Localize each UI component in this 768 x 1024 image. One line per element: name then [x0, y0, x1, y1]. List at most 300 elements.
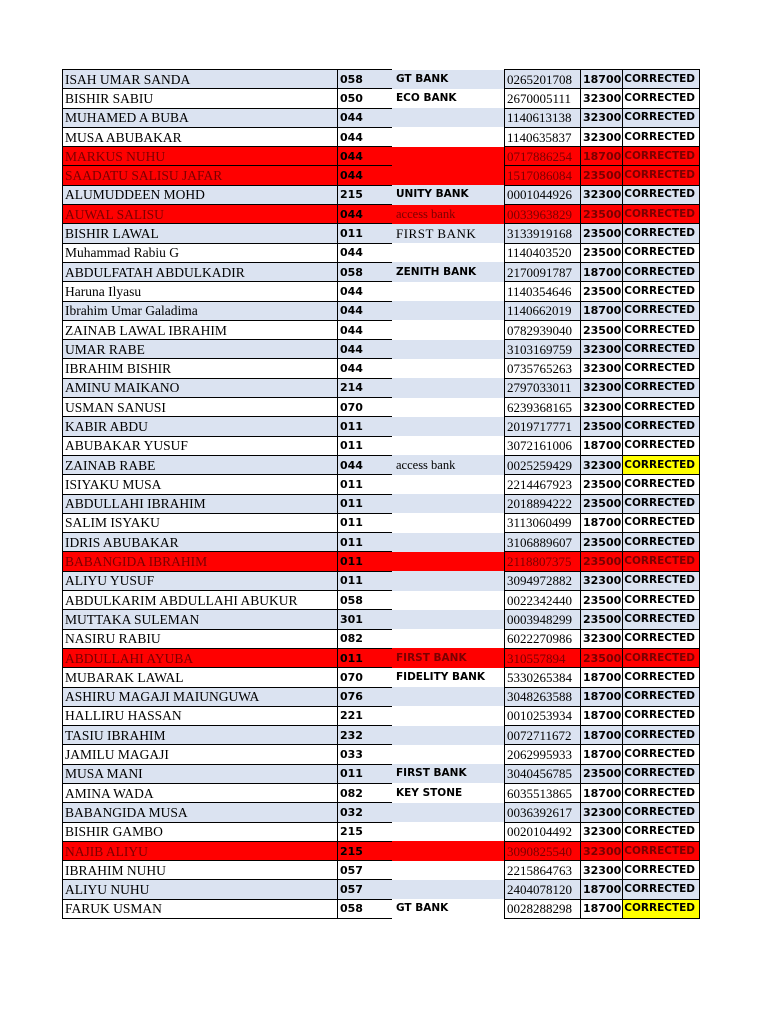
amount: 18700 [581, 687, 623, 706]
status-cell: CORRECTED [623, 861, 700, 880]
status-cell: CORRECTED [623, 533, 700, 552]
status-cell: CORRECTED [623, 359, 700, 378]
status-cell: CORRECTED [623, 629, 700, 648]
account-number: 2118807375 [505, 552, 581, 571]
status-cell: CORRECTED [623, 243, 700, 262]
bank-name [392, 340, 505, 359]
beneficiary-name: MUSA ABUBAKAR [63, 127, 338, 146]
bank-name: GT BANK [392, 899, 505, 918]
bank-name [392, 841, 505, 860]
beneficiary-name: ABDULKARIM ABDULLAHI ABUKUR [63, 591, 338, 610]
amount: 23500 [581, 282, 623, 301]
table-row [63, 398, 700, 417]
bank-code: 050 [338, 89, 393, 108]
table-row [63, 89, 700, 108]
table-row [63, 803, 700, 822]
status-cell: CORRECTED [623, 513, 700, 532]
bank-code: 011 [338, 552, 393, 571]
table-row [63, 455, 700, 474]
table-row [63, 147, 700, 166]
beneficiary-name: ABDULLAHI AYUBA [63, 648, 338, 667]
status-cell: CORRECTED [623, 803, 700, 822]
bank-code: 214 [338, 378, 393, 397]
bank-code: 215 [338, 841, 393, 860]
table-row [63, 571, 700, 590]
table-row [63, 475, 700, 494]
table-row [63, 687, 700, 706]
beneficiary-name: IBRAHIM BISHIR [63, 359, 338, 378]
status-cell: CORRECTED [623, 282, 700, 301]
account-number: 2018894222 [505, 494, 581, 513]
status-cell: CORRECTED [623, 455, 700, 474]
bank-code: 058 [338, 262, 393, 281]
amount: 32300 [581, 340, 623, 359]
beneficiary-name: KABIR ABDU [63, 417, 338, 436]
bank-name [392, 745, 505, 764]
bank-name [392, 533, 505, 552]
table-row [63, 243, 700, 262]
status-cell: CORRECTED [623, 610, 700, 629]
bank-code: 044 [338, 147, 393, 166]
amount: 18700 [581, 147, 623, 166]
table-row [63, 764, 700, 783]
account-number: 2019717771 [505, 417, 581, 436]
status-cell: CORRECTED [623, 398, 700, 417]
table-row [63, 610, 700, 629]
table-row [63, 726, 700, 745]
bank-code: 057 [338, 880, 393, 899]
amount: 18700 [581, 513, 623, 532]
payment-table [62, 69, 700, 919]
bank-name [392, 243, 505, 262]
bank-code: 301 [338, 610, 393, 629]
bank-name: FIRST BANK [392, 224, 505, 243]
amount: 23500 [581, 205, 623, 224]
beneficiary-name: BISHIR SABIU [63, 89, 338, 108]
account-number: 2404078120 [505, 880, 581, 899]
bank-name [392, 861, 505, 880]
status-cell: CORRECTED [623, 706, 700, 725]
status-cell: CORRECTED [623, 822, 700, 841]
account-number: 2214467923 [505, 475, 581, 494]
account-number: 1517086084 [505, 166, 581, 185]
table-row [63, 648, 700, 667]
amount: 32300 [581, 108, 623, 127]
table-row [63, 301, 700, 320]
account-number: 2062995933 [505, 745, 581, 764]
status-cell: CORRECTED [623, 340, 700, 359]
amount: 18700 [581, 70, 623, 89]
bank-name [392, 513, 505, 532]
table-row [63, 783, 700, 802]
account-number: 3090825540 [505, 841, 581, 860]
amount: 32300 [581, 378, 623, 397]
table-row [63, 205, 700, 224]
beneficiary-name: UMAR RABE [63, 340, 338, 359]
beneficiary-name: ABDULFATAH ABDULKADIR [63, 262, 338, 281]
table-row [63, 706, 700, 725]
bank-code: 057 [338, 861, 393, 880]
amount: 32300 [581, 822, 623, 841]
bank-code: 011 [338, 764, 393, 783]
beneficiary-name: SAADATU SALISU JAFAR [63, 166, 338, 185]
amount: 32300 [581, 185, 623, 204]
amount: 32300 [581, 861, 623, 880]
bank-name: KEY STONE [392, 783, 505, 802]
beneficiary-name: MUTTAKA SULEMAN [63, 610, 338, 629]
account-number: 6239368165 [505, 398, 581, 417]
bank-code: 011 [338, 494, 393, 513]
table-row [63, 359, 700, 378]
account-number: 0717886254 [505, 147, 581, 166]
beneficiary-name: ISAH UMAR SANDA [63, 70, 338, 89]
table-row [63, 378, 700, 397]
status-cell: CORRECTED [623, 417, 700, 436]
amount: 18700 [581, 899, 623, 918]
table-row [63, 668, 700, 687]
table-row [63, 861, 700, 880]
bank-name [392, 166, 505, 185]
table-row [63, 494, 700, 513]
status-cell: CORRECTED [623, 205, 700, 224]
beneficiary-name: Muhammad Rabiu G [63, 243, 338, 262]
bank-name: access bank [392, 455, 505, 474]
table-row [63, 822, 700, 841]
account-number: 6035513865 [505, 783, 581, 802]
table-row [63, 880, 700, 899]
bank-name [392, 726, 505, 745]
bank-name [392, 108, 505, 127]
beneficiary-name: USMAN SANUSI [63, 398, 338, 417]
amount: 18700 [581, 745, 623, 764]
account-number: 3048263588 [505, 687, 581, 706]
bank-name [392, 803, 505, 822]
table-row [63, 224, 700, 243]
bank-code: 044 [338, 282, 393, 301]
bank-code: 232 [338, 726, 393, 745]
status-cell: CORRECTED [623, 591, 700, 610]
bank-code: 011 [338, 571, 393, 590]
beneficiary-name: MUBARAK LAWAL [63, 668, 338, 687]
account-number: 0782939040 [505, 320, 581, 339]
bank-code: 011 [338, 533, 393, 552]
amount: 18700 [581, 706, 623, 725]
account-number: 5330265384 [505, 668, 581, 687]
beneficiary-name: AUWAL SALISU [63, 205, 338, 224]
status-cell: CORRECTED [623, 552, 700, 571]
status-cell: CORRECTED [623, 166, 700, 185]
account-number: 2797033011 [505, 378, 581, 397]
account-number: 1140613138 [505, 108, 581, 127]
beneficiary-name: ZAINAB RABE [63, 455, 338, 474]
bank-name [392, 417, 505, 436]
bank-code: 044 [338, 320, 393, 339]
bank-code: 011 [338, 436, 393, 455]
bank-code: 058 [338, 591, 393, 610]
amount: 32300 [581, 803, 623, 822]
status-cell: CORRECTED [623, 262, 700, 281]
bank-name [392, 436, 505, 455]
beneficiary-name: BABANGIDA MUSA [63, 803, 338, 822]
bank-code: 044 [338, 243, 393, 262]
table-row [63, 166, 700, 185]
bank-code: 044 [338, 127, 393, 146]
beneficiary-name: ZAINAB LAWAL IBRAHIM [63, 320, 338, 339]
account-number: 0010253934 [505, 706, 581, 725]
amount: 23500 [581, 610, 623, 629]
amount: 18700 [581, 880, 623, 899]
bank-name [392, 282, 505, 301]
bank-name [392, 552, 505, 571]
amount: 23500 [581, 764, 623, 783]
amount: 23500 [581, 166, 623, 185]
table-row [63, 533, 700, 552]
beneficiary-name: NAJIB ALIYU [63, 841, 338, 860]
table-row [63, 262, 700, 281]
beneficiary-name: FARUK USMAN [63, 899, 338, 918]
bank-code: 215 [338, 185, 393, 204]
amount: 32300 [581, 127, 623, 146]
bank-code: 044 [338, 166, 393, 185]
amount: 32300 [581, 89, 623, 108]
account-number: 0072711672 [505, 726, 581, 745]
bank-code: 058 [338, 899, 393, 918]
table-row [63, 70, 700, 89]
bank-code: 221 [338, 706, 393, 725]
account-number: 0020104492 [505, 822, 581, 841]
amount: 32300 [581, 398, 623, 417]
amount: 23500 [581, 591, 623, 610]
status-cell: CORRECTED [623, 127, 700, 146]
table-row [63, 629, 700, 648]
status-cell: CORRECTED [623, 475, 700, 494]
status-cell: CORRECTED [623, 668, 700, 687]
amount: 32300 [581, 455, 623, 474]
amount: 23500 [581, 648, 623, 667]
status-cell: CORRECTED [623, 687, 700, 706]
account-number: 0265201708 [505, 70, 581, 89]
bank-name [392, 398, 505, 417]
bank-code: 011 [338, 475, 393, 494]
table-row [63, 591, 700, 610]
bank-code: 011 [338, 513, 393, 532]
bank-name [392, 494, 505, 513]
beneficiary-name: MUSA MANI [63, 764, 338, 783]
account-number: 2170091787 [505, 262, 581, 281]
bank-name [392, 822, 505, 841]
account-number: 0003948299 [505, 610, 581, 629]
table-row [63, 841, 700, 860]
bank-code: 011 [338, 417, 393, 436]
bank-code: 044 [338, 301, 393, 320]
bank-code: 032 [338, 803, 393, 822]
amount: 32300 [581, 571, 623, 590]
bank-code: 011 [338, 224, 393, 243]
account-number: 3113060499 [505, 513, 581, 532]
amount: 18700 [581, 301, 623, 320]
bank-code: 011 [338, 648, 393, 667]
beneficiary-name: IBRAHIM NUHU [63, 861, 338, 880]
status-cell: CORRECTED [623, 301, 700, 320]
table-row [63, 127, 700, 146]
status-cell: CORRECTED [623, 436, 700, 455]
account-number: 310557894 [505, 648, 581, 667]
bank-code: 215 [338, 822, 393, 841]
beneficiary-name: MARKUS NUHU [63, 147, 338, 166]
bank-name: GT BANK [392, 70, 505, 89]
beneficiary-name: ALIYU YUSUF [63, 571, 338, 590]
amount: 18700 [581, 262, 623, 281]
beneficiary-name: AMINU MAIKANO [63, 378, 338, 397]
bank-code: 033 [338, 745, 393, 764]
bank-name: FIDELITY BANK [392, 668, 505, 687]
bank-name: UNITY BANK [392, 185, 505, 204]
status-cell: CORRECTED [623, 147, 700, 166]
table-row [63, 340, 700, 359]
bank-code: 082 [338, 629, 393, 648]
beneficiary-name: ALIYU NUHU [63, 880, 338, 899]
beneficiary-name: ALUMUDDEEN MOHD [63, 185, 338, 204]
bank-name: access bank [392, 205, 505, 224]
bank-code: 076 [338, 687, 393, 706]
bank-code: 044 [338, 205, 393, 224]
bank-name [392, 629, 505, 648]
account-number: 1140403520 [505, 243, 581, 262]
account-number: 3133919168 [505, 224, 581, 243]
table-row [63, 108, 700, 127]
account-number: 2215864763 [505, 861, 581, 880]
account-number: 6022270986 [505, 629, 581, 648]
amount: 23500 [581, 224, 623, 243]
bank-name [392, 475, 505, 494]
bank-name: FIRST BANK [392, 764, 505, 783]
status-cell: CORRECTED [623, 108, 700, 127]
amount: 32300 [581, 841, 623, 860]
account-number: 0033963829 [505, 205, 581, 224]
status-cell: CORRECTED [623, 648, 700, 667]
table-row [63, 745, 700, 764]
amount: 32300 [581, 629, 623, 648]
amount: 23500 [581, 533, 623, 552]
beneficiary-name: HALLIRU HASSAN [63, 706, 338, 725]
beneficiary-name: BISHIR GAMBO [63, 822, 338, 841]
amount: 23500 [581, 320, 623, 339]
bank-code: 044 [338, 359, 393, 378]
beneficiary-name: BISHIR LAWAL [63, 224, 338, 243]
bank-code: 044 [338, 455, 393, 474]
beneficiary-name: Haruna Ilyasu [63, 282, 338, 301]
bank-name [392, 591, 505, 610]
bank-code: 058 [338, 70, 393, 89]
status-cell: CORRECTED [623, 494, 700, 513]
table-row [63, 899, 700, 918]
account-number: 0735765263 [505, 359, 581, 378]
beneficiary-name: ABDULLAHI IBRAHIM [63, 494, 338, 513]
account-number: 3103169759 [505, 340, 581, 359]
account-number: 0001044926 [505, 185, 581, 204]
account-number: 0025259429 [505, 455, 581, 474]
amount: 23500 [581, 494, 623, 513]
bank-name [392, 378, 505, 397]
bank-name: FIRST BANK [392, 648, 505, 667]
beneficiary-name: SALIM ISYAKU [63, 513, 338, 532]
beneficiary-name: JAMILU MAGAJI [63, 745, 338, 764]
payment-table-body [63, 70, 700, 919]
amount: 23500 [581, 475, 623, 494]
beneficiary-name: AMINA WADA [63, 783, 338, 802]
account-number: 2670005111 [505, 89, 581, 108]
amount: 23500 [581, 417, 623, 436]
status-cell: CORRECTED [623, 378, 700, 397]
status-cell: CORRECTED [623, 70, 700, 89]
status-cell: CORRECTED [623, 224, 700, 243]
status-cell: CORRECTED [623, 764, 700, 783]
bank-code: 082 [338, 783, 393, 802]
bank-code: 044 [338, 340, 393, 359]
amount: 18700 [581, 668, 623, 687]
account-number: 3040456785 [505, 764, 581, 783]
bank-name [392, 706, 505, 725]
beneficiary-name: BABANGIDA IBRAHIM [63, 552, 338, 571]
account-number: 3072161006 [505, 436, 581, 455]
beneficiary-name: ABUBAKAR YUSUF [63, 436, 338, 455]
account-number: 1140635837 [505, 127, 581, 146]
status-cell: CORRECTED [623, 899, 700, 918]
bank-name [392, 571, 505, 590]
status-cell: CORRECTED [623, 320, 700, 339]
bank-name [392, 359, 505, 378]
account-number: 1140354646 [505, 282, 581, 301]
table-row [63, 436, 700, 455]
table-row [63, 513, 700, 532]
account-number: 3094972882 [505, 571, 581, 590]
beneficiary-name: IDRIS ABUBAKAR [63, 533, 338, 552]
amount: 32300 [581, 359, 623, 378]
amount: 23500 [581, 243, 623, 262]
table-row [63, 320, 700, 339]
bank-name [392, 301, 505, 320]
bank-name: ECO BANK [392, 89, 505, 108]
status-cell: CORRECTED [623, 783, 700, 802]
beneficiary-name: Ibrahim Umar Galadima [63, 301, 338, 320]
bank-name [392, 127, 505, 146]
table-row [63, 185, 700, 204]
amount: 23500 [581, 552, 623, 571]
beneficiary-name: ASHIRU MAGAJI MAIUNGUWA [63, 687, 338, 706]
table-row [63, 417, 700, 436]
status-cell: CORRECTED [623, 880, 700, 899]
amount: 18700 [581, 783, 623, 802]
amount: 18700 [581, 436, 623, 455]
bank-name: ZENITH BANK [392, 262, 505, 281]
table-row [63, 552, 700, 571]
account-number: 0022342440 [505, 591, 581, 610]
account-number: 3106889607 [505, 533, 581, 552]
beneficiary-name: ISIYAKU MUSA [63, 475, 338, 494]
account-number: 0028288298 [505, 899, 581, 918]
status-cell: CORRECTED [623, 185, 700, 204]
bank-code: 044 [338, 108, 393, 127]
account-number: 0036392617 [505, 803, 581, 822]
bank-code: 070 [338, 398, 393, 417]
bank-name [392, 880, 505, 899]
amount: 18700 [581, 726, 623, 745]
status-cell: CORRECTED [623, 726, 700, 745]
beneficiary-name: MUHAMED A BUBA [63, 108, 338, 127]
bank-name [392, 147, 505, 166]
bank-name [392, 687, 505, 706]
status-cell: CORRECTED [623, 89, 700, 108]
